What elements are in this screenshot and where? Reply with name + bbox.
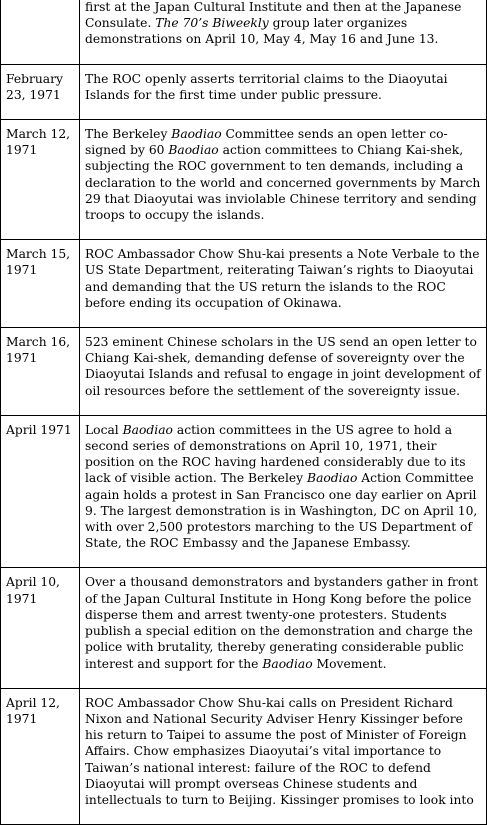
table-row [1, 0, 487, 64]
table-row [1, 415, 487, 568]
table-row [1, 688, 487, 824]
event-text-segment: Committee sends an open letter co-signed by 60 [85, 127, 448, 158]
event-text-segment: Baodiao [122, 422, 173, 437]
event-text-segment: The Berkeley [85, 127, 172, 142]
event-text-segment: action committees to Chiang Kai-shek, subjecting the ROC government to ten demands, including a declaration to the world and concerned governments by March 29 that Diaoyutai was inviolable Chinese territory and sending troops to occupy the islands. [85, 143, 481, 223]
event-text-segment: 523 eminent Chinese scholars in the US send an open letter to Chiang Kai-shek, demanding defense of sovereignty over the Diaoyutai Islands and refusal to engage in joint development of oil resources before the settlement of the sovereignty issue. [85, 335, 481, 398]
table-row [1, 64, 487, 119]
table-row [1, 120, 487, 240]
date-cell: April 12, 1971 [1, 688, 80, 824]
date-cell: March 16, 1971 [1, 328, 80, 416]
date-cell [1, 0, 80, 64]
timeline-body [1, 0, 487, 825]
event-text-segment: Baodiao [262, 656, 313, 671]
event-cell [80, 688, 487, 824]
event-text-segment: Over a thousand demonstrators and bystanders gather in front of the Japan Cultural Institute in Hong Kong before the police disperse them and arrest twenty-one protesters. Students publish a special edition on the demonstration and charge the police with brutality, thereby generating considerable public interest and support for the [85, 575, 479, 671]
event-text-segment: action committees in the US agree to hold a second series of demonstrations on April 10, 1971, their position on the ROC having hardened considerably due to its lack of visible action. The Berkeley [85, 422, 466, 486]
date-cell: April 1971 [1, 415, 80, 568]
event-cell [80, 240, 487, 328]
date-cell: February 23, 1971 [1, 64, 80, 119]
event-text-segment: Baodiao [171, 127, 222, 142]
event-cell [80, 0, 487, 64]
event-text-segment: Movement. [312, 656, 387, 671]
event-text-segment: first at the Japan Cultural Institute and then at the Japanese Consulate. [85, 0, 462, 31]
event-text-segment: The 70’s Biweekly [155, 16, 269, 31]
event-cell [80, 568, 487, 688]
event-text-segment: group later organizes demonstrations on April 10, May 4, May 16 and June 13. [85, 16, 439, 47]
event-cell [80, 328, 487, 416]
event-cell [80, 120, 487, 240]
date-cell: April 10, 1971 [1, 568, 80, 688]
event-text-segment: Action Committee again holds a protest in San Francisco one day earlier on April 9. The largest demonstration is in Washington, DC on April 10, with over 2,500 protestors marching to the US Department of State, the ROC Embassy and the Japanese Embassy. [85, 471, 478, 551]
table-row [1, 568, 487, 688]
date-cell: March 15, 1971 [1, 240, 80, 328]
event-text-segment: Local [85, 422, 123, 437]
table-row [1, 240, 487, 328]
event-text-segment: Baodiao [307, 471, 358, 486]
event-text-segment: The ROC openly asserts territorial claims to the Diaoyutai Islands for the first time under public pressure. [85, 71, 448, 102]
table-row [1, 328, 487, 416]
event-cell [80, 64, 487, 119]
date-cell: March 12, 1971 [1, 120, 80, 240]
event-text-segment: ROC Ambassador Chow Shu-kai calls on President Richard Nixon and National Security Adviser Henry Kissinger before his return to Taipei to assume the post of Minister of Foreign Affairs. Chow emphasizes Diaoyutai’s vital importance to Taiwan’s national interest: failure of the ROC to defend Diaoyutai will prompt overseas Chinese students and intellectuals to turn to Beijing. Kissinger promises to look into [85, 695, 474, 807]
event-cell [80, 415, 487, 568]
event-text-segment: ROC Ambassador Chow Shu-kai presents a Note Verbale to the US State Department, reiterating Taiwan’s rights to Diaoyutai and demanding that the US return the islands to the ROC before ending its occupation of Okinawa. [85, 247, 480, 310]
event-text-segment: Baodiao [168, 143, 219, 158]
